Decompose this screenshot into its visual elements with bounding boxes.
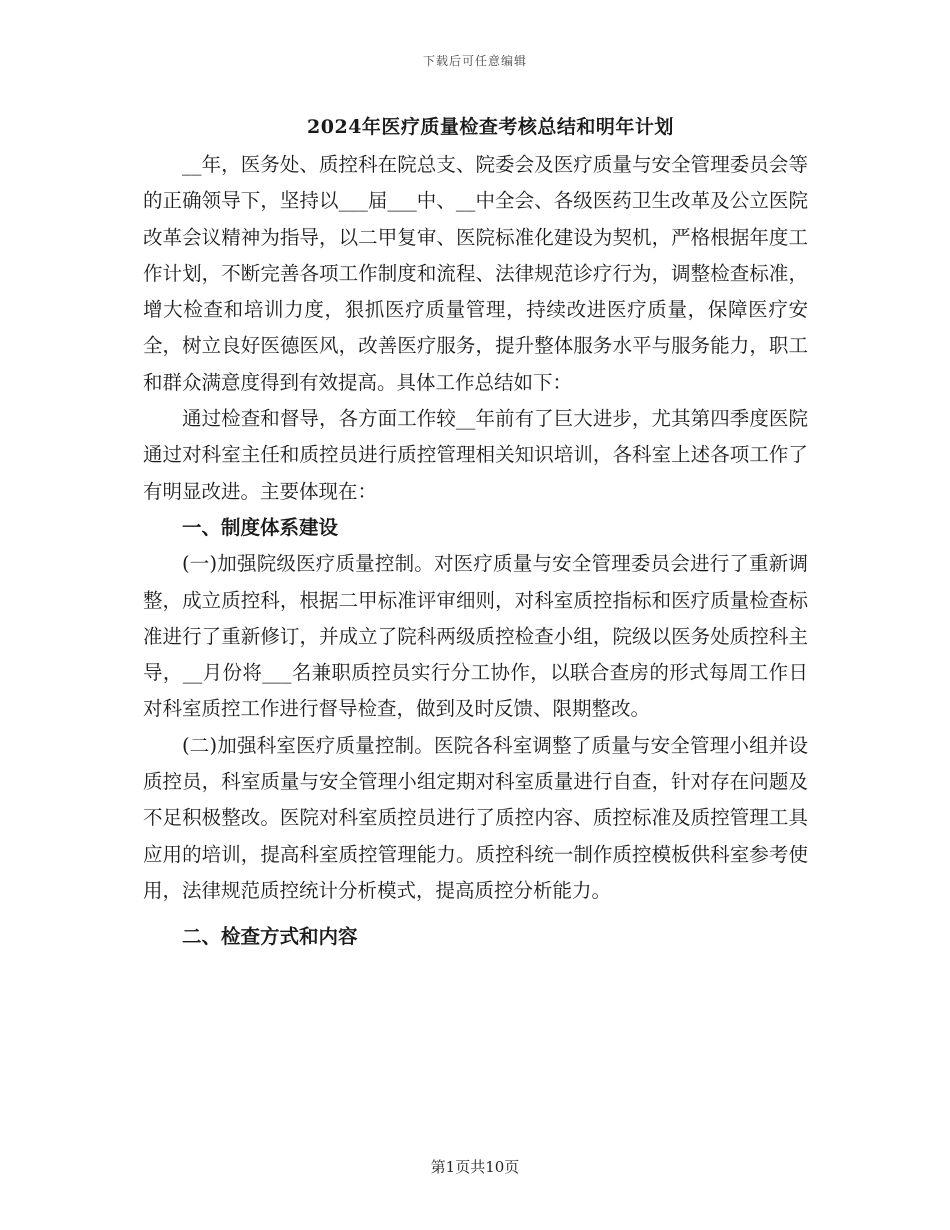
page-footer: 第1页共10页: [430, 1158, 520, 1176]
page-header: 下载后可任意编辑: [422, 54, 527, 68]
summary-paragraph: 通过检查和督导，各方面工作较__年前有了巨大进步，尤其第四季度医院通过对科室主任和质控员进行质控管理相关知识培训，各科室上述各项工作了有明显改进。主要体现在：: [143, 407, 808, 503]
document-body: [143, 147, 808, 956]
document-title: 2024年医疗质量检查考核总结和明年计划: [307, 116, 674, 138]
section1-paragraph-2: (二)加强科室医疗质量控制。医院各科室调整了质量与安全管理小组并设质控员，科室质量与安全管理小组定期对科室质量进行自查，针对存在问题及不足积极整改。医院对科室质控员进行了质控内容、质控标准及质控管理工具应用的培训，提高科室质控管理能力。质控科统一制作质控模板供科室参考使用，法律规范质控统计分析模式，提高质控分析能力。: [143, 733, 808, 902]
section1-paragraph-1: (一)加强院级医疗质量控制。对医疗质量与安全管理委员会进行了重新调整，成立质控科，根据二甲标准评审细则，对科室质控指标和医疗质量检查标准进行了重新修订，并成立了院科两级质控检查小组，院级以医务处质控科主导，__月份将___名兼职质控员实行分工协作，以联合查房的形式每周工作日对科室质控工作进行督导检查，做到及时反馈、限期整改。: [143, 552, 808, 721]
section-heading-1: 一、制度体系建设: [182, 515, 339, 539]
section-heading-2: 二、检查方式和内容: [182, 925, 358, 949]
intro-paragraph: __年，医务处、质控科在院总支、院委会及医疗质量与安全管理委员会等的正确领导下，坚持以___届___中、__中全会、各级医药卫生改革及公立医院改革会议精神为指导，以二甲复审、医院标准化建设为契机，严格根据年度工作计划，不断完善各项工作制度和流程、法律规范诊疗行为，调整检查标准，增大检查和培训力度，狠抓医疗质量管理，持续改进医疗质量，保障医疗安全，树立良好医德医风，改善医疗服务，提升整体服务水平与服务能力，职工和群众满意度得到有效提高。具体工作总结如下：: [143, 153, 808, 394]
